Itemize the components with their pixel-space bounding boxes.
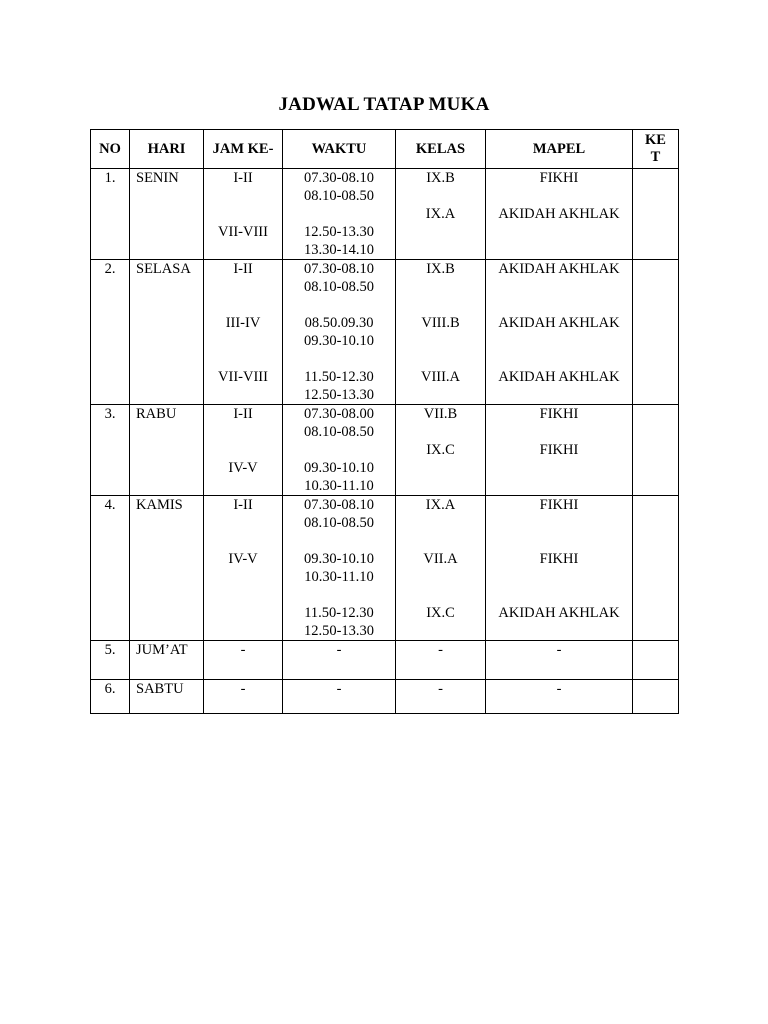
- cell-kelas: [396, 641, 486, 680]
- cell-waktu: [283, 405, 396, 496]
- mapel-line: FIKHI: [539, 497, 579, 513]
- kelas-line: [396, 622, 485, 640]
- mapel-line: AKIDAH AKHLAK: [498, 315, 620, 331]
- jam-line: [204, 514, 282, 532]
- waktu-line: 13.30-14.10: [303, 242, 375, 258]
- waktu-line: 12.50-13.30: [303, 623, 375, 639]
- jam-line: I-II: [233, 497, 253, 513]
- cell-mapel: [486, 641, 633, 680]
- jam-line: [204, 278, 282, 296]
- waktu-line: -: [336, 642, 342, 658]
- cell-kelas: [396, 680, 486, 714]
- kelas-line: [396, 459, 485, 477]
- cell-mapel: [486, 496, 633, 641]
- cell-ket: [633, 405, 679, 496]
- cell-waktu: [283, 680, 396, 714]
- waktu-line: 08.10-08.50: [303, 279, 375, 295]
- cell-jam: [204, 169, 283, 260]
- kelas-line: -: [438, 681, 443, 697]
- jam-line: VII-VIII: [218, 224, 268, 240]
- mapel-line: [486, 296, 632, 314]
- kelas-line: VII.A: [423, 551, 458, 567]
- kelas-line: VIII.B: [421, 315, 460, 331]
- kelas-line: IX.B: [426, 170, 455, 186]
- mapel-line: [486, 350, 632, 368]
- jam-line: [204, 568, 282, 586]
- table-row: [91, 680, 679, 714]
- mapel-line: [486, 622, 632, 640]
- header-ket: [633, 130, 679, 169]
- mapel-line: AKIDAH AKHLAK: [498, 261, 620, 277]
- waktu-line: 09.30-10.10: [303, 460, 375, 476]
- jam-line: [204, 441, 282, 459]
- cell-mapel: [486, 680, 633, 714]
- kelas-line: IX.C: [426, 605, 455, 621]
- kelas-line: VIII.A: [420, 369, 461, 385]
- cell-waktu: [283, 641, 396, 680]
- jam-line: [204, 423, 282, 441]
- cell-ket: [633, 641, 679, 680]
- cell-hari: RABU: [130, 405, 204, 496]
- jam-line: [204, 296, 282, 314]
- kelas-line: [396, 514, 485, 532]
- cell-no: 3.: [91, 405, 130, 496]
- schedule-body: [91, 169, 679, 714]
- mapel-line: [486, 459, 632, 477]
- jam-line: -: [240, 642, 246, 658]
- mapel-line: AKIDAH AKHLAK: [498, 369, 620, 385]
- cell-jam: [204, 260, 283, 405]
- table-header-row: [91, 130, 679, 169]
- waktu-line: [283, 296, 395, 314]
- kelas-line: [396, 423, 485, 441]
- document-title: JADWAL TATAP MUKA: [278, 94, 490, 115]
- mapel-line: [486, 514, 632, 532]
- cell-ket: [633, 496, 679, 641]
- waktu-line: 08.10-08.50: [303, 188, 375, 204]
- waktu-line: 07.30-08.10: [303, 497, 375, 513]
- mapel-line: -: [556, 681, 562, 697]
- cell-waktu: [283, 260, 396, 405]
- kelas-line: IX.A: [425, 206, 456, 222]
- header-hari: HARI: [130, 130, 204, 169]
- waktu-line: [283, 441, 395, 459]
- cell-no: 5.: [91, 641, 130, 680]
- cell-waktu: [283, 496, 396, 641]
- mapel-line: [486, 187, 632, 205]
- cell-no: 1.: [91, 169, 130, 260]
- cell-hari: JUM’AT: [130, 641, 204, 680]
- mapel-line: [486, 532, 632, 550]
- kelas-line: IX.B: [426, 261, 455, 277]
- cell-hari: SELASA: [130, 260, 204, 405]
- header-ket-line-2: T: [650, 149, 661, 165]
- cell-hari: SABTU: [130, 680, 204, 714]
- cell-waktu: [283, 169, 396, 260]
- jam-line: -: [240, 681, 246, 697]
- cell-jam: [204, 641, 283, 680]
- mapel-line: [486, 241, 632, 259]
- mapel-line: AKIDAH AKHLAK: [498, 206, 620, 222]
- waktu-line: 09.30-10.10: [303, 551, 375, 567]
- cell-kelas: [396, 169, 486, 260]
- jam-line: [204, 532, 282, 550]
- waktu-line: -: [336, 681, 342, 697]
- mapel-line: [486, 423, 632, 441]
- mapel-line: -: [556, 642, 562, 658]
- cell-jam: [204, 680, 283, 714]
- jam-line: I-II: [233, 170, 253, 186]
- waktu-line: 08.10-08.50: [303, 515, 375, 531]
- mapel-line: [486, 386, 632, 404]
- jam-line: III-IV: [225, 315, 261, 331]
- waktu-line: 12.50-13.30: [303, 387, 375, 403]
- waktu-line: 10.30-11.10: [304, 478, 374, 494]
- mapel-line: [486, 586, 632, 604]
- jam-line: VII-VIII: [218, 369, 268, 385]
- jam-line: [204, 241, 282, 259]
- cell-no: 4.: [91, 496, 130, 641]
- kelas-line: [396, 187, 485, 205]
- cell-hari: SENIN: [130, 169, 204, 260]
- cell-mapel: [486, 260, 633, 405]
- cell-kelas: [396, 405, 486, 496]
- kelas-line: IX.C: [426, 442, 455, 458]
- table-row: [91, 641, 679, 680]
- header-mapel: MAPEL: [486, 130, 633, 169]
- cell-ket: [633, 680, 679, 714]
- cell-kelas: [396, 260, 486, 405]
- cell-jam: [204, 496, 283, 641]
- jam-line: [204, 205, 282, 223]
- cell-kelas: [396, 496, 486, 641]
- mapel-line: [486, 477, 632, 495]
- header-no: NO: [91, 130, 130, 169]
- header-kelas: KELAS: [396, 130, 486, 169]
- header-jam: JAM KE-: [204, 130, 283, 169]
- jam-line: I-II: [233, 261, 253, 277]
- kelas-line: [396, 332, 485, 350]
- table-row: [91, 169, 679, 260]
- cell-hari: KAMIS: [130, 496, 204, 641]
- kelas-line: [396, 586, 485, 604]
- jam-line: IV-V: [228, 551, 258, 567]
- waktu-line: 08.10-08.50: [303, 424, 375, 440]
- kelas-line: [396, 568, 485, 586]
- cell-ket: [633, 260, 679, 405]
- waktu-line: 08.50.09.30: [304, 315, 374, 331]
- table-row: [91, 496, 679, 641]
- waktu-line: [283, 532, 395, 550]
- kelas-line: IX.A: [425, 497, 456, 513]
- kelas-line: -: [438, 642, 443, 658]
- cell-mapel: [486, 169, 633, 260]
- kelas-line: [396, 278, 485, 296]
- jam-line: [204, 386, 282, 404]
- jam-line: [204, 187, 282, 205]
- kelas-line: [396, 223, 485, 241]
- kelas-line: [396, 241, 485, 259]
- waktu-line: 12.50-13.30: [303, 224, 375, 240]
- waktu-line: 09.30-10.10: [303, 333, 375, 349]
- jam-line: [204, 622, 282, 640]
- mapel-line: [486, 332, 632, 350]
- kelas-line: VII.B: [423, 406, 458, 422]
- jam-line: IV-V: [228, 460, 258, 476]
- waktu-line: 11.50-12.30: [304, 369, 374, 385]
- kelas-line: [396, 477, 485, 495]
- waktu-line: [283, 586, 395, 604]
- jam-line: [204, 586, 282, 604]
- kelas-line: [396, 532, 485, 550]
- header-waktu: WAKTU: [283, 130, 396, 169]
- table-row: [91, 405, 679, 496]
- jam-line: [204, 350, 282, 368]
- mapel-line: [486, 278, 632, 296]
- schedule-table: [90, 129, 679, 714]
- header-ket-line-1: KE: [645, 132, 666, 148]
- jam-line: I-II: [233, 406, 253, 422]
- table-row: [91, 260, 679, 405]
- cell-no: 6.: [91, 680, 130, 714]
- mapel-line: FIKHI: [539, 442, 579, 458]
- mapel-line: [486, 223, 632, 241]
- waktu-line: 07.30-08.10: [303, 261, 375, 277]
- cell-no: 2.: [91, 260, 130, 405]
- mapel-line: FIKHI: [539, 551, 579, 567]
- waktu-line: 10.30-11.10: [304, 569, 374, 585]
- waktu-line: [283, 350, 395, 368]
- kelas-line: [396, 386, 485, 404]
- mapel-line: FIKHI: [539, 406, 579, 422]
- cell-mapel: [486, 405, 633, 496]
- kelas-line: [396, 296, 485, 314]
- kelas-line: [396, 350, 485, 368]
- mapel-line: FIKHI: [539, 170, 579, 186]
- waktu-line: 07.30-08.00: [303, 406, 375, 422]
- jam-line: [204, 477, 282, 495]
- cell-ket: [633, 169, 679, 260]
- mapel-line: AKIDAH AKHLAK: [498, 605, 620, 621]
- mapel-line: [486, 568, 632, 586]
- jam-line: [204, 332, 282, 350]
- waktu-line: 11.50-12.30: [304, 605, 374, 621]
- jam-line: [204, 604, 282, 622]
- waktu-line: [283, 205, 395, 223]
- waktu-line: 07.30-08.10: [303, 170, 375, 186]
- cell-jam: [204, 405, 283, 496]
